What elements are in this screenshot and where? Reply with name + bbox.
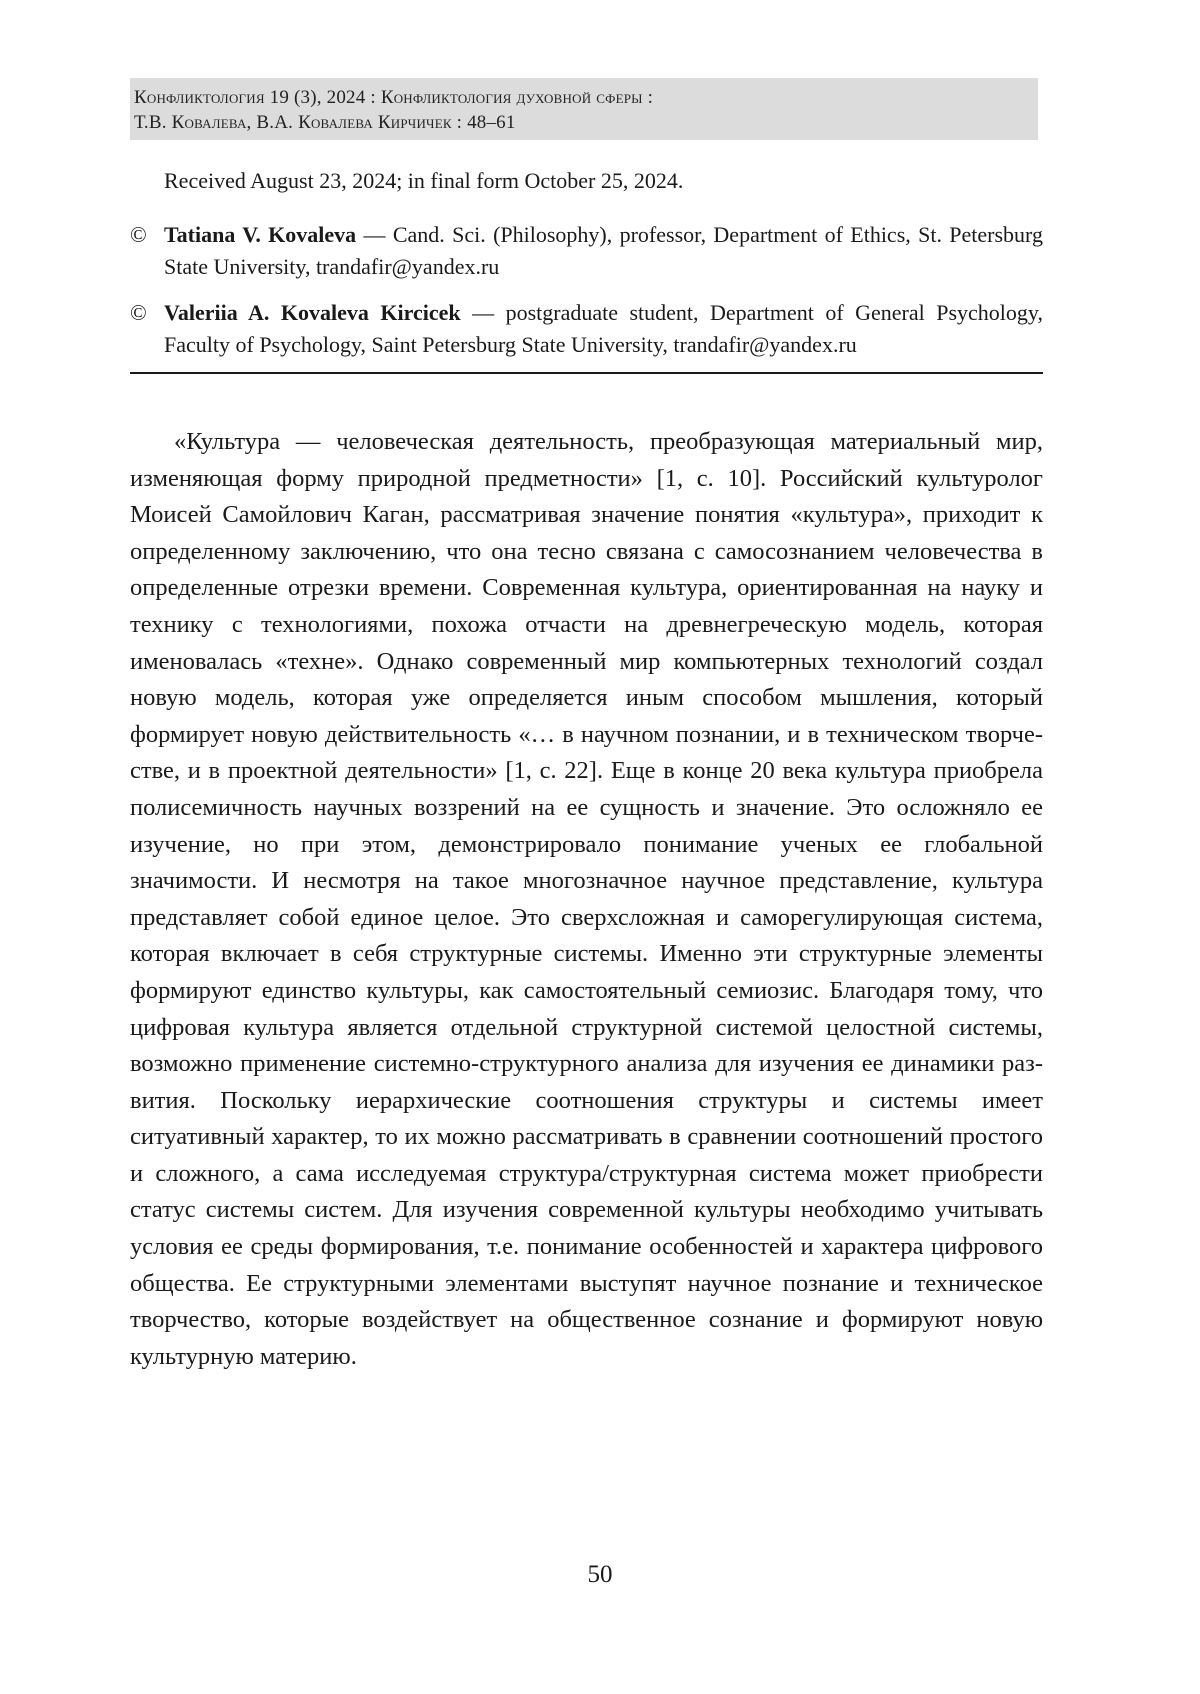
author-entry — [130, 297, 1043, 361]
author-info — [164, 297, 1043, 361]
copyright-icon: © — [130, 219, 160, 251]
copyright-icon: © — [130, 297, 160, 329]
running-header — [130, 78, 1038, 140]
received-dates: Received August 23, 2024; in final form October 25, 2024. — [164, 166, 683, 196]
section-divider — [130, 372, 1043, 374]
author-name: Tatiana V. Kovaleva — [164, 222, 356, 247]
author-name: Valeriia A. Kovaleva Kircicek — [164, 300, 461, 325]
running-header-authors-line: Т.В. Ковалева, В.А. Ковалева Кирчичек : 48–61 — [134, 110, 1034, 135]
running-header-journal-line: Конфликтология 19 (3), 2024 : Конфликтология духовной сферы : — [134, 85, 1034, 110]
author-affiliation: — Cand. Sci. (Philosophy), professor, Department of Ethics, St. Petersburg State University, trandafir@yandex.ru — [164, 222, 1043, 279]
author-entry — [130, 219, 1043, 283]
body-paragraph: «Культура — человеческая деятельность, преобразующая материаль­ный мир, изменяющая форму природной предметности» [1, с. 10]. Россий­ский культуролог Моисей Самойлович Каган, рассматривая значение поня­тия «культура», приходит к определенному заключению, что она тесно свя­зана с самосознанием человечества в определенные отрезки времени. Со­временная культура, ориентированная на науку и технику с технологиями, похожа отчасти на древнегреческую модель, которая именовалась «техне». Однако современный мир компьютерных технологий создал новую модель, которая уже определяется иным способом мышления, который формирует новую действительность «… в научном познании, и в техническом творче­стве, и в проектной деятельности» [1, с. 22]. Еще в конце 20 века культура приобрела полисемичность научных воззрений на ее сущность и значение. Это осложняло ее изучение, но при этом, демонстрировало понимание уче­ных ее глобальной значимости. И несмотря на такое многозначное научное представление, культура представляет собой единое целое. Это сверхслож­ная и саморегулирующая система, которая включает в себя структурные системы. Именно эти структурные элементы формируют единство культу­ры, как самостоятельный семиозис. Благодаря тому, что цифровая культура является отдельной структурной системой целостной системы, возможно применение системно-структурного анализа для изучения ее динамики раз­вития. Поскольку иерархические соотношения структуры и системы имеет ситуативный характер, то их можно рассматривать в сравнении соотноше­ний простого и сложного, а сама исследуемая структура/структурная систе­ма может приобрести статус системы систем. Для изучения современной культуры необходимо учитывать условия ее среды формирования, т.е. по­нимание особенностей и характера цифрового общества. Ее структурными элементами выступят научное познание и техническое творчество, которые воздействует на общественное сознание и формируют новую культурную материю. — [130, 424, 1043, 1375]
author-info — [164, 219, 1043, 283]
page-number: 50 — [0, 1560, 1200, 1590]
author-affiliation: — postgraduate student, Department of General Psychol­ogy, Faculty of Psychology, Saint Petersburg State University, trandafir@yandex.ru — [164, 300, 1043, 357]
